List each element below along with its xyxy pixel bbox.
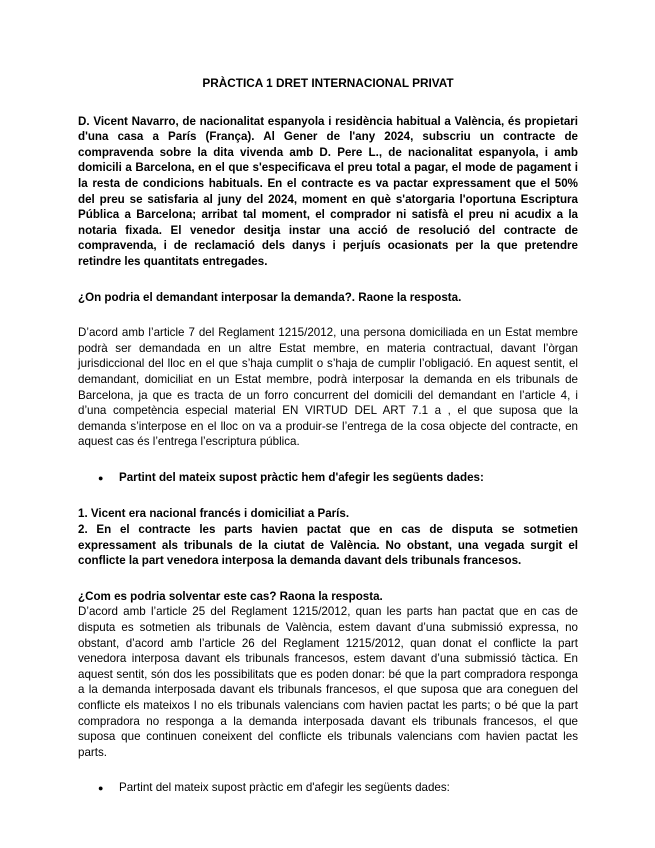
document-title: PRÀCTICA 1 DRET INTERNACIONAL PRIVAT	[202, 76, 454, 90]
bullet-item-2	[98, 780, 578, 797]
added-data-list	[78, 506, 578, 568]
bullet-text-1: Partint del mateix supost pràctic hem d'afegir les següents dades:	[119, 470, 484, 484]
question-2: ¿Com es podria solventar este cas? Raona la resposta.	[78, 589, 383, 603]
answer-2: D’acord amb l’article 25 del Reglament 1215/2012, quan les parts han pactat que en cas de disputa es sotmetien als tribunals de València, estem davant d’una submissió expressa, no obstant, d’acord amb l’article 26 del Reglament 1215/2012, quan donat el conflicte la part venedora interposa davant els tribunals francesos, estem davant d’una submissió tàctica. En aquest sentit, són dos les possibilitats que es poden donar: bé que la part compradora responga a la demanda interposada davant els tribunals francesos, el que suposa que ara coneguen del conflicte els mateixos I no els tribunals valencians com havien pactat les parts; o bé que la part compradora no responga a la demanda interposada davant els tribunals francesos, el que suposa que continuen coneixent del conflicte els tribunals valencians com havien pactat les parts.	[78, 605, 578, 759]
case-statement: D. Vicent Navarro, de nacionalitat espanyola i residència habitual a València, és propietari d'una casa a París (França). Al Gener de l'any 2024, subscriu un contracte de compravenda sobre la dita vivenda amb D. Pere L., de nacionalitat espanyola, i amb domicili a Barcelona, en el que s'especificava el preu total a pagar, el mode de pagament i la resta de condicions habituals. En el contracte es va pactar expressament que el 50% del preu se satisfaria al juny del 2024, moment en què s'atorgaria l'oportuna Escriptura Pública a Barcelona; arribat tal moment, el comprador ni satisfà el preu ni acudix a la notaria fixada. El venedor desitja instar una acció de resolució del contracte de compravenda, i de reclamació dels danys i perjuís ocasionats per la que pretendre retindre les quantitats entregades.	[78, 114, 578, 268]
bullet-text-2: Partint del mateix supost pràctic em d'afegir les següents dades:	[119, 781, 450, 795]
bullet-icon: ●	[98, 783, 104, 794]
answer-1: D’acord amb l’article 7 del Reglament 1215/2012, una persona domiciliada en un Estat membre podrà ser demandada en un altre Estat membre, en materia contractual, davant l’òrgan jurisdiccional del lloc en el que s’haja cumplit o s’haja de cumplir l’obligació. En aquest sentit, el demandant, domiciliat en un Estat membre, podrà interposar la demanda en els tribunals de Barcelona, ja que es tracta de un forro concurrent del domicili del demandant en l’article 4, i d’una competència especial material EN VIRTUD DEL ART 7.1 a , el que suposa que la demanda s’interpose en el lloc on va a produir-se l’entrega de la cosa objecte del contracte, en aquest cas és l’entrega l’escriptura pública.	[78, 326, 578, 449]
data-item-2: 2. En el contracte les parts havien pactat que en cas de disputa se sotmetien expressament als tribunals de la ciutat de València. No obstant, una vegada surgit el conflicte la part venedora interposa la demanda davant dels tribunals francesos.	[78, 523, 578, 568]
bullet-icon: ●	[98, 472, 104, 483]
bullet-item-1	[98, 470, 578, 487]
question-1: ¿On podria el demandant interposar la demanda?. Raone la resposta.	[78, 290, 462, 304]
data-item-1: 1. Vicent era nacional francés i domiciliat a París.	[78, 507, 350, 521]
document-page	[78, 76, 578, 797]
